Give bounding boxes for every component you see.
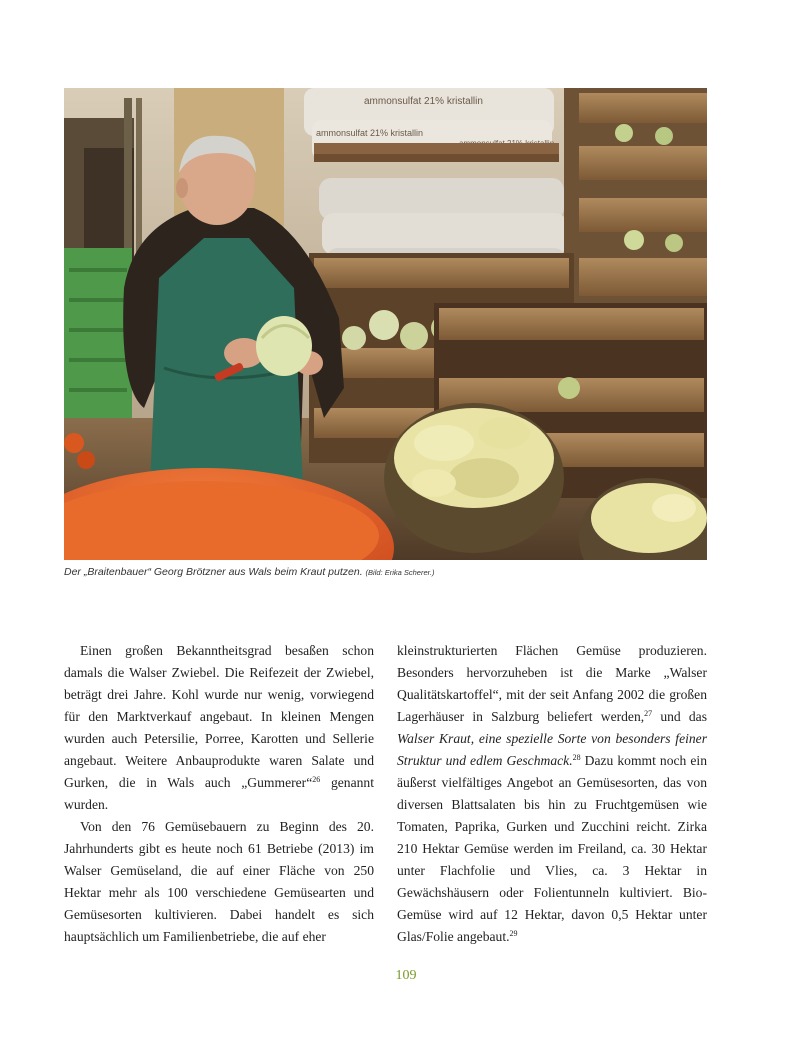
sack-label: ammonsulfat 21% kristallin — [316, 128, 424, 138]
left-text-column — [64, 640, 374, 948]
footnote-ref: 28 — [572, 753, 581, 762]
paragraph-text: genannt wurden. — [64, 775, 375, 812]
paragraph-text: kleinstrukturierten Flächen Gemüse produzieren. Besonders hervorzuheben ist die Marke „Walser Qualitätskartoffel“, mit der seit Anfang 2002 die großen Lagerhäuser in Salzburg beliefert werden, — [397, 643, 707, 724]
caption-text: Der „Braitenbauer“ Georg Brötzner aus Wals beim Kraut putzen. — [64, 566, 363, 578]
paragraph-text: Von den 76 Gemüsebauern zu Beginn des 20. Jahrhunderts gibt es heute noch 61 Betriebe (2013) im Walser Gemüseland, die auf einer Fläche von 250 Hektar mehr als 100 verschiedene Gemüsearten und Gemüsesorten kultivieren. Dabei handelt es sich hauptsächlich um Familienbetriebe, die auf eher — [64, 819, 374, 944]
paragraph — [64, 640, 374, 816]
photo-caption — [64, 566, 724, 578]
sack-label: ammonsulfat 21% kristallin — [364, 96, 483, 107]
paragraph — [397, 640, 707, 948]
paragraph-italic: Walser Kraut, eine spezielle Sorte von besonders feiner Struktur und edlem Geschmack. — [397, 731, 707, 768]
paragraph — [64, 816, 374, 948]
footnote-ref: 27 — [644, 709, 653, 718]
page-number: 109 — [395, 968, 417, 983]
paragraph-text: Einen großen Bekanntheitsgrad besaßen schon damals die Walser Zwiebel. Die Reifezeit der Zwiebel, beträgt drei Jahre. Kohl wurde nur wenig, vorwiegend für den Marktverkauf angebaut. In kleinen Mengen wurden auch Petersilie, Porree, Karotten und Sellerie angebaut. Weitere Anbauprodukte waren Salate und Gurken, die in Wals auch „Gummerer“ — [64, 643, 374, 790]
caption-credit: (Bild: Erika Scherer.) — [365, 568, 435, 577]
footnote-ref: 29 — [509, 929, 518, 938]
right-text-column — [397, 640, 707, 948]
basket-with-cabbage-leaves — [384, 403, 564, 553]
photo-farmer-cleaning-cabbage — [64, 88, 707, 560]
paragraph-text: und das — [652, 709, 707, 724]
paragraph-text: Dazu kommt noch ein äußerst vielfältiges Angebot an Gemüsesorten, das von diversen Blattsalaten bis hin zu Fruchtgemüsen wie Tomaten, Paprika, Gurken und Zucchini reicht. Zirka 210 Hektar Gemüse werden im Freiland, ca. 30 Hektar unter Flachfolie und Vlies, ca. 3 Hektar in Gewächshäusern oder Folientunneln kultiviert. Bio-Gemüse wird auf 12 Hektar, davon 0,5 Hektar unter Glas/Folie angebaut. — [397, 753, 707, 944]
footnote-ref: 26 — [312, 775, 321, 784]
